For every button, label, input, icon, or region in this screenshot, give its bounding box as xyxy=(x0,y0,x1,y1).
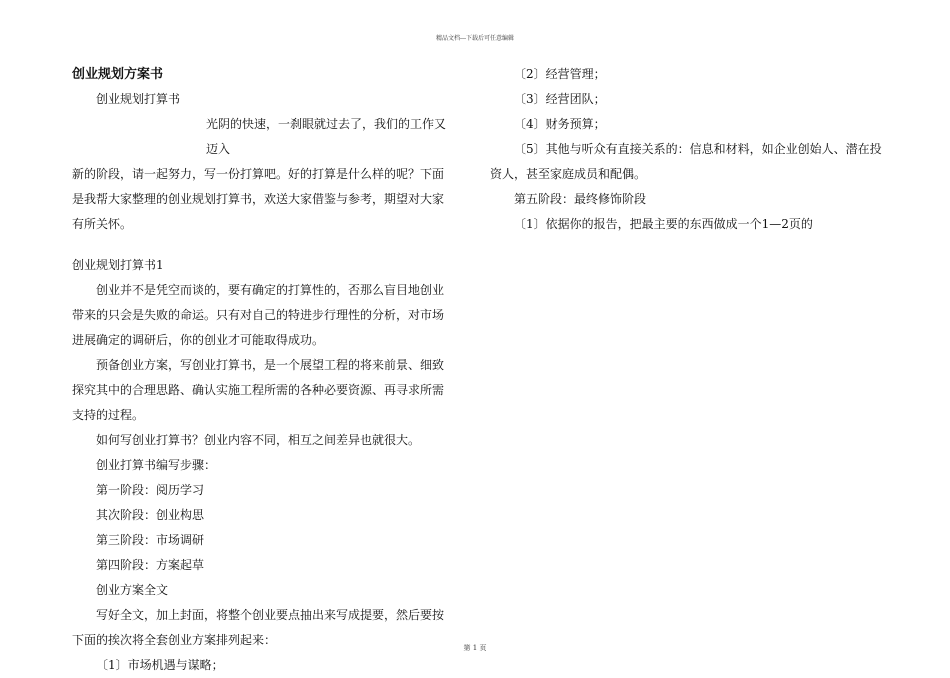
list-item-2: 〔2〕经营管理； xyxy=(514,67,606,81)
step-4: 第四阶段：方案起草 xyxy=(96,558,205,572)
intro-paragraph: 新的阶段，请一起努力，写一份打算吧。好的打算是什么样的呢？下面是我帮大家整理的创业规划打算书，欢送大家借鉴与参考，期望对大家有所关怀。 xyxy=(72,167,445,231)
document-title: 创业规划方案书 xyxy=(72,67,164,82)
paragraph-4: 写好全文，加上封面，将整个创业要点抽出来写成提要，然后要按下面的挨次将全套创业方案排列起来： xyxy=(72,608,445,647)
left-column xyxy=(72,62,455,678)
paragraph-1: 创业并不是凭空而谈的，要有确定的打算性的，否那么盲目地创业带来的只会是失败的命运。只有对自己的特进步行理性的分析，对市场进展确定的调研后，你的创业才可能取得成功。 xyxy=(72,283,445,347)
paragraph-2: 预备创业方案，写创业打算书，是一个展望工程的将来前景、细致探究其中的合理思路、确认实施工程所需的各种必要资源、再寻求所需支持的过程。 xyxy=(72,358,445,422)
page-footer: 第 1 页 xyxy=(463,644,487,652)
list-item-4: 〔4〕财务预算； xyxy=(514,117,606,131)
section-title: 创业规划打算书1 xyxy=(72,258,164,272)
steps-title: 创业打算书编写步骤： xyxy=(96,458,217,472)
spacer xyxy=(72,237,455,253)
list-item-3: 〔3〕经营团队； xyxy=(514,92,606,106)
stage-5: 第五阶段：最终修饰阶段 xyxy=(514,192,647,206)
step-2: 其次阶段：创业构思 xyxy=(96,508,205,522)
right-column xyxy=(490,62,890,237)
step-3: 第三阶段：市场调研 xyxy=(96,533,205,547)
list-item-5: 〔5〕其他与听众有直接关系的：信息和材料，如企业创始人、潜在投资人，甚至家庭成员和配偶。 xyxy=(490,142,882,181)
page-header: 精品文档---下载后可任意编辑 xyxy=(435,35,515,42)
paragraph-3: 如何写创业打算书？创业内容不同，相互之间差异也就很大。 xyxy=(96,433,421,447)
intro-first-line: 光阴的快速，一刹眼就过去了，我们的工作又迈入 xyxy=(206,117,447,156)
document-subtitle: 创业规划打算书 xyxy=(96,92,181,106)
list-item-6: 〔1〕依据你的报告，把最主要的东西做成一个1—2页的 xyxy=(514,217,813,231)
list-item-1: 〔1〕市场机遇与谋略； xyxy=(96,658,224,672)
step-1: 第一阶段：阅历学习 xyxy=(96,483,205,497)
fulltext-title: 创业方案全文 xyxy=(96,583,169,597)
